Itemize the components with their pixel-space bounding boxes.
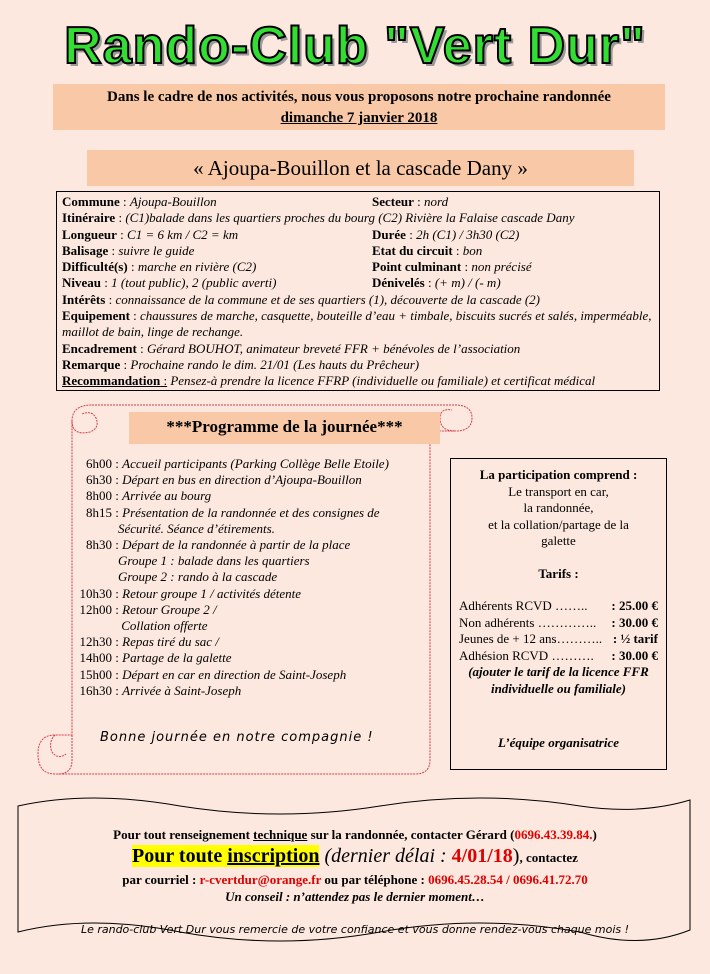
difficulte-value: marche en rivière (C2) xyxy=(137,259,257,275)
price-row xyxy=(451,631,666,648)
price-label: Adhésion RCVD ………. xyxy=(459,647,594,663)
programme-item xyxy=(72,521,432,537)
longueur-label: Longueur xyxy=(62,226,117,242)
programme-text: Arrivée au bourg xyxy=(122,488,212,504)
encadrement-value: Gérard BOUHOT, animateur breveté FFR + bénévoles de l’association xyxy=(147,340,521,356)
programme-item: 6h00 : Accueil participants (Parking Collège Belle Etoile) xyxy=(72,456,432,472)
programme-time: 10h30 xyxy=(79,585,112,601)
price-row xyxy=(451,648,666,665)
price-value: : ½ tarif xyxy=(612,631,658,646)
programme-item xyxy=(72,553,432,569)
difficulte-label: Difficulté(s) xyxy=(62,259,128,275)
remarque-label: Remarque xyxy=(62,356,121,372)
intro-banner xyxy=(53,84,665,130)
price-value: : 30.00 € xyxy=(611,647,658,663)
balisage-value: suivre le guide xyxy=(118,242,195,258)
programme-time: 8h15 xyxy=(86,504,112,520)
include-item: Le transport en car, xyxy=(508,483,609,499)
niveau-value: 1 (tout public), 2 (public averti) xyxy=(111,275,277,291)
programme-text: Retour groupe 1 / activités détente xyxy=(122,585,302,601)
programme-text: Repas tiré du sac / xyxy=(122,634,219,650)
tarifs-label: Tarifs : xyxy=(538,565,579,581)
remarque-value: Prochaine rando le dim. 21/01 (Les hauts du Prêcheur) xyxy=(130,356,420,372)
inscription-highlight: Pour toute inscription xyxy=(132,845,320,867)
programme-list xyxy=(72,456,432,699)
contact-line-inscription: Pour toute inscription (dernier délai : 4/01/18), contactez xyxy=(132,845,578,867)
programme-item: 14h00 : Partage de la galette xyxy=(72,650,432,666)
point-label: Point culminant xyxy=(372,259,462,275)
duree-label: Durée xyxy=(372,226,406,242)
participation-heading: La participation comprend : xyxy=(479,467,638,482)
secteur-label: Secteur xyxy=(372,194,414,209)
signature: L’équipe organisatrice xyxy=(498,735,619,750)
price-value: : 25.00 € xyxy=(611,598,658,613)
programme-item xyxy=(72,569,432,585)
deadline-date: 4/01/18 xyxy=(451,845,513,867)
programme-time: 16h30 xyxy=(79,682,112,698)
include-item: et la collation/partage de la xyxy=(488,516,629,532)
programme-text: Arrivée à Saint-Joseph xyxy=(122,682,242,698)
etat-value: bon xyxy=(462,242,483,258)
programme-time: 15h00 xyxy=(79,666,112,682)
programme-text: Présentation de la randonnée et des consignes de xyxy=(122,504,380,520)
etat-label: Etat du circuit xyxy=(372,242,453,258)
licence-note: (ajouter le tarif de la licence FFR individuelle ou familiale) xyxy=(468,664,649,696)
price-label: Jeunes de + 12 ans……….. xyxy=(459,631,603,646)
intro-text: Dans le cadre de nos activités, nous vous proposons notre prochaine randonnée xyxy=(107,89,611,105)
phone-gerard: 0696.43.39.84. xyxy=(514,827,593,842)
interets-label: Intérêts xyxy=(62,291,106,307)
programme-time: 12h30 xyxy=(79,634,112,650)
include-item: la randonnée, xyxy=(523,500,594,515)
programme-text: Groupe 1 : balade dans les quartiers xyxy=(118,553,310,569)
programme-time: 6h30 xyxy=(86,472,112,488)
programme-item xyxy=(72,618,432,634)
equipement-label: Equipement xyxy=(62,308,130,324)
hike-details-box: Commune : Ajoupa-Bouillon Secteur : nord Itinéraire : (C1)balade dans les quartiers proches du bourg (C2) Rivière la Falaise cascade Dany Longueur : C1 = 6 km / C2 = km Durée : 2h (C1) / 3h30 (C2) Balisage : suivre le guide Etat du circuit : bon Difficulté(s) : marche en rivière (C2) Point culminant : non précisé Niveau : 1 (tout public), 2 (public averti) Dénivelés : (+ m) / (- m) Intérêts : connaissance de la commune et de ses quartiers (1), découverte de la cascade (2) Equipement : chaussures de marche, casquette, bouteille d’eau + timbale, biscuits sucrés et salés, imperméable, maillot de bain, linge de rechange. Encadrement : Gérard BOUHOT, animateur breveté FFR + bénévoles de l’association Remarque : Prochaine rando le dim. 21/01 (Les hauts du Prêcheur) Recommandation : Pensez-à prendre la licence FFRP (individuelle ou familiale) et certificat médical xyxy=(56,191,660,391)
programme-text: Partage de la galette xyxy=(122,650,232,666)
equipement-value: chaussures de marche, casquette, bouteille d’eau + timbale, biscuits sucrés et salés, imperméable, maillot de bain, linge de rechange. xyxy=(62,308,652,340)
price-label: Adhérents RCVD …….. xyxy=(459,598,588,613)
programme-item: 6h30 : Départ en bus en direction d’Ajoupa-Bouillon xyxy=(72,472,432,488)
recommandation-value: Pensez-à prendre la licence FFRP (individuelle ou familiale) et certificat médical xyxy=(170,373,596,389)
programme-text: Retour Groupe 2 / xyxy=(122,601,217,617)
price-row xyxy=(451,615,666,632)
deniveles-value: (+ m) / (- m) xyxy=(434,275,501,291)
programme-closing: Bonne journée en notre compagnie ! xyxy=(100,730,374,745)
itineraire-value: (C1)balade dans les quartiers proches du bourg (C2) Rivière la Falaise cascade Dany xyxy=(125,210,575,226)
programme-time: 8h30 xyxy=(86,537,112,553)
commune-value: Ajoupa-Bouillon xyxy=(129,194,217,209)
contact-email[interactable]: r-cvertdur@orange.fr xyxy=(199,872,322,887)
programme-item: 15h00 : Départ en car en direction de Saint-Joseph xyxy=(72,667,432,683)
secteur-value: nord xyxy=(424,194,449,209)
programme-item: 10h30 : Retour groupe 1 / activités détente xyxy=(72,586,432,602)
contact-line-channels: par courriel : r-cvertdur@orange.fr ou par téléphone : 0696.45.28.54 / 0696.41.72.70 xyxy=(122,872,588,887)
participation-box xyxy=(450,458,667,770)
itineraire-label: Itinéraire xyxy=(62,210,116,226)
advice-text: Un conseil : n’attendez pas le dernier moment… xyxy=(225,889,485,904)
price-value: : 30.00 € xyxy=(611,614,658,630)
include-item: galette xyxy=(541,533,576,548)
encadrement-label: Encadrement xyxy=(62,340,137,356)
programme-text: Départ en car en direction de Saint-Joseph xyxy=(122,666,347,682)
programme-item: 8h00 : Arrivée au bourg xyxy=(72,488,432,504)
price-row xyxy=(451,598,666,615)
programme-time: 6h00 xyxy=(86,456,112,471)
thanks-text: Le rando-club Vert Dur vous remercie de votre confiance et vous donne rendez-vous chaque mois ! xyxy=(80,923,630,936)
niveau-label: Niveau xyxy=(62,275,101,291)
commune-label: Commune xyxy=(62,194,120,209)
programme-text: Départ de la randonnée à partir de la place xyxy=(122,537,351,553)
programme-title: ***Programme de la journée*** xyxy=(129,412,440,444)
programme-time: 12h00 xyxy=(79,601,112,617)
recommandation-label: Recommandation xyxy=(62,373,161,389)
contact-section xyxy=(40,826,670,938)
duree-value: 2h (C1) / 3h30 (C2) xyxy=(416,226,520,242)
page-title: Rando-Club "Vert Dur" xyxy=(64,17,646,75)
hike-date: dimanche 7 janvier 2018 xyxy=(280,110,438,126)
programme-text: Sécurité. Séance d’étirements. xyxy=(118,520,275,536)
programme-text: Groupe 2 : rando à la cascade xyxy=(118,569,278,585)
price-label: Non adhérents ………….. xyxy=(459,614,597,630)
balisage-label: Balisage xyxy=(62,242,109,258)
programme-item: 12h00 : Retour Groupe 2 / xyxy=(72,602,432,618)
longueur-value: C1 = 6 km / C2 = km xyxy=(127,226,239,242)
hike-title: « Ajoupa-Bouillon et la cascade Dany » xyxy=(87,150,634,186)
programme-item: 8h15 : Présentation de la randonnée et des consignes de xyxy=(72,505,432,521)
deniveles-label: Dénivelés xyxy=(372,275,425,291)
programme-text: Départ en bus en direction d’Ajoupa-Bouillon xyxy=(122,472,362,488)
programme-time: 8h00 xyxy=(86,488,112,504)
programme-item: 16h30 : Arrivée à Saint-Joseph xyxy=(72,683,432,699)
programme-text: Collation offerte xyxy=(118,618,208,634)
contact-line-technique: Pour tout renseignement technique sur la randonnée, contacter Gérard (0696.43.39.84.) xyxy=(113,827,597,842)
programme-time: 14h00 xyxy=(79,650,112,666)
programme-text: Accueil participants (Parking Collège Belle Etoile) xyxy=(122,456,389,471)
programme-item: 12h30 : Repas tiré du sac / xyxy=(72,634,432,650)
contact-phones: 0696.45.28.54 / 0696.41.72.70 xyxy=(428,872,588,887)
point-value: non précisé xyxy=(471,259,532,275)
programme-item: 8h30 : Départ de la randonnée à partir de la place xyxy=(72,537,432,553)
interets-value: connaissance de la commune et de ses quartiers (1), découverte de la cascade (2) xyxy=(115,291,540,307)
